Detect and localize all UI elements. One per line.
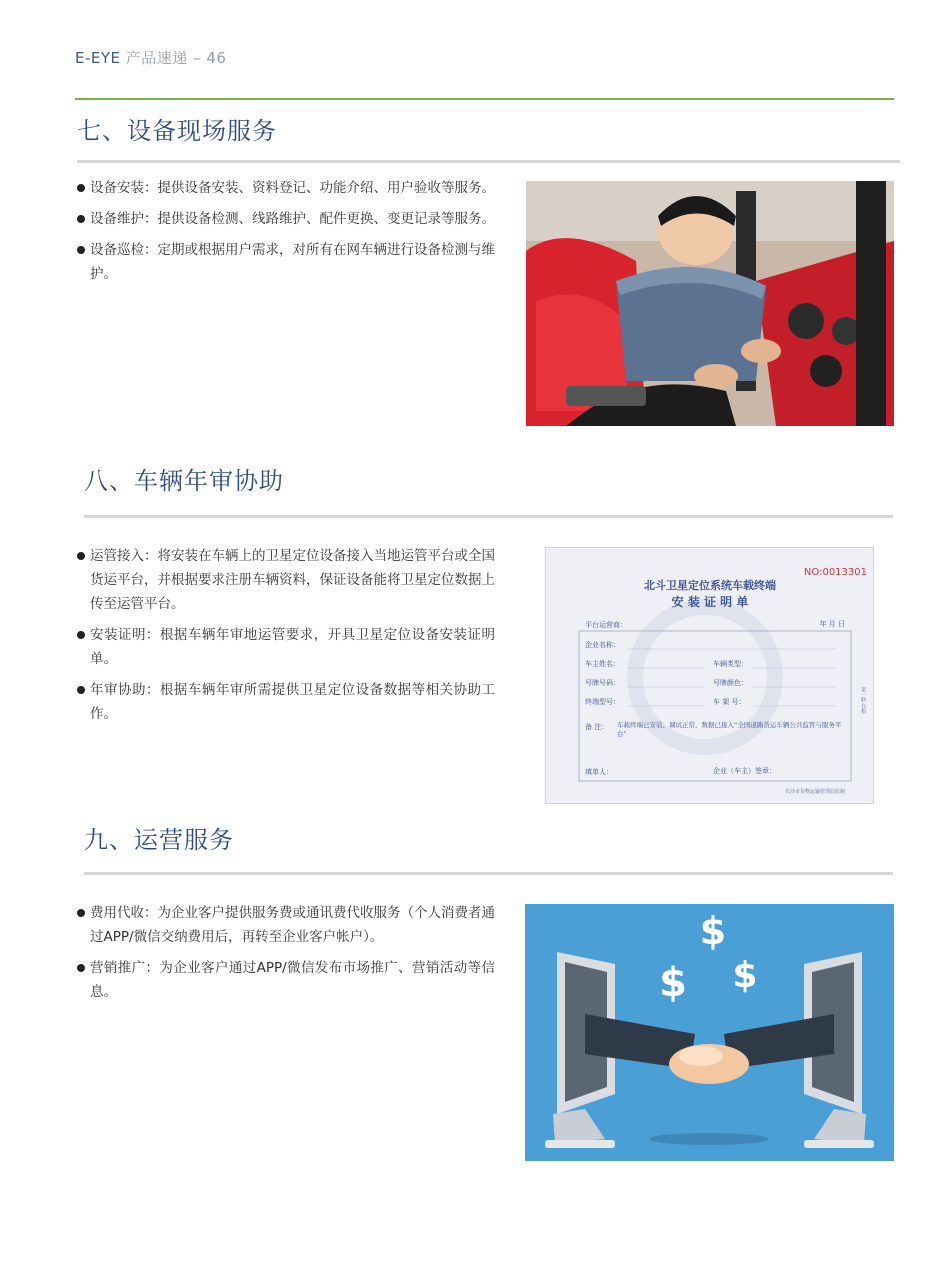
certificate-title: 北斗卫星定位系统车载终端 (644, 579, 776, 592)
section-divider (84, 872, 893, 875)
installation-certificate-photo (545, 547, 874, 804)
svg-text:$: $ (699, 909, 727, 953)
header-subtitle: 产品速递 – 46 (125, 49, 227, 67)
section-divider (84, 515, 893, 518)
certificate-plate-color: 号牌颜色： (713, 679, 748, 687)
list-item: 安装证明：根据车辆年审地运管要求，开具卫星定位设备安装证明单。 (77, 623, 495, 671)
header-divider (75, 98, 894, 100)
list-item: 设备安装：提供设备安装、资料登记、功能介绍、用户验收等服务。 (77, 176, 495, 200)
bullet-icon (77, 686, 85, 694)
technician-photo (526, 181, 894, 426)
section-title-annual-inspection: 八、车辆年审协助 (84, 467, 284, 495)
list-item: 运管接入：将安装在车辆上的卫星定位设备接入当地运管平台或全国货运平台，并根据要求注册车辆资料，保证设备能将卫星定位数据上传至运管平台。 (77, 544, 495, 616)
bullet-icon (77, 215, 85, 223)
annual-inspection-list (77, 544, 495, 733)
list-item: 年审协助：根据车辆年审所需提供卫星定位设备数据等相关协助工作。 (77, 678, 495, 726)
list-item: 设备巡检：定期或根据用户需求，对所有在网车辆进行设备检测与维护。 (77, 238, 495, 286)
certificate-date: 年 月 日 (819, 620, 845, 628)
list-item: 费用代收：为企业客户提供服务费或通讯费代收服务（个人消费者通过APP/微信交纳费用后，再转至企业客户帐户）。 (77, 901, 495, 949)
bullet-icon (77, 631, 85, 639)
certificate-side-label: 第一联 存根 (860, 687, 866, 714)
operation-service-list (77, 901, 495, 1011)
certificate-vehicle-type: 车辆类型： (713, 660, 748, 668)
section-title-onsite-service: 七、设备现场服务 (77, 117, 277, 145)
bullet-icon (77, 184, 85, 192)
certificate-company: 企业名称： (585, 641, 620, 649)
section-title-operation-service: 九、运营服务 (84, 826, 234, 854)
certificate-seal: 企业（车主）签章： (713, 767, 776, 775)
bullet-icon (77, 964, 85, 972)
certificate-filler: 填单人： (585, 768, 613, 776)
page-header (75, 47, 226, 68)
list-item: 设备维护：提供设备检测、线路维护、配件更换、变更记录等服务。 (77, 207, 495, 231)
svg-text:$: $ (732, 955, 758, 996)
certificate-note-label: 备 注： (585, 723, 609, 731)
certificate-footer: 长沙市货物运输管理局监制 (784, 789, 845, 795)
bullet-icon (77, 552, 85, 560)
certificate-note-text: 车载终端已安装、调试正常，数据已接入“全国道路货运车辆公共监管与服务平台” (617, 721, 842, 738)
onsite-service-list (77, 176, 495, 293)
online-payment-illustration (525, 904, 894, 1161)
certificate-number: NO:0013301 (803, 567, 867, 578)
list-item: 营销推广：为企业客户通过APP/微信发布市场推广、营销活动等信息。 (77, 956, 495, 1004)
certificate-platform: 平台运营商： (585, 621, 627, 629)
section-divider (77, 160, 900, 163)
bullet-icon (77, 246, 85, 254)
certificate-owner: 车主姓名： (585, 660, 620, 668)
svg-text:$: $ (659, 960, 687, 1006)
bullet-icon (77, 909, 85, 917)
certificate-plate: 号牌号码： (585, 679, 620, 687)
certificate-subtitle: 安 装 证 明 单 (671, 595, 749, 609)
certificate-terminal: 终端型号： (585, 698, 620, 706)
certificate-frame: 车 架 号： (713, 698, 746, 706)
brand-name: E-EYE (75, 49, 121, 67)
